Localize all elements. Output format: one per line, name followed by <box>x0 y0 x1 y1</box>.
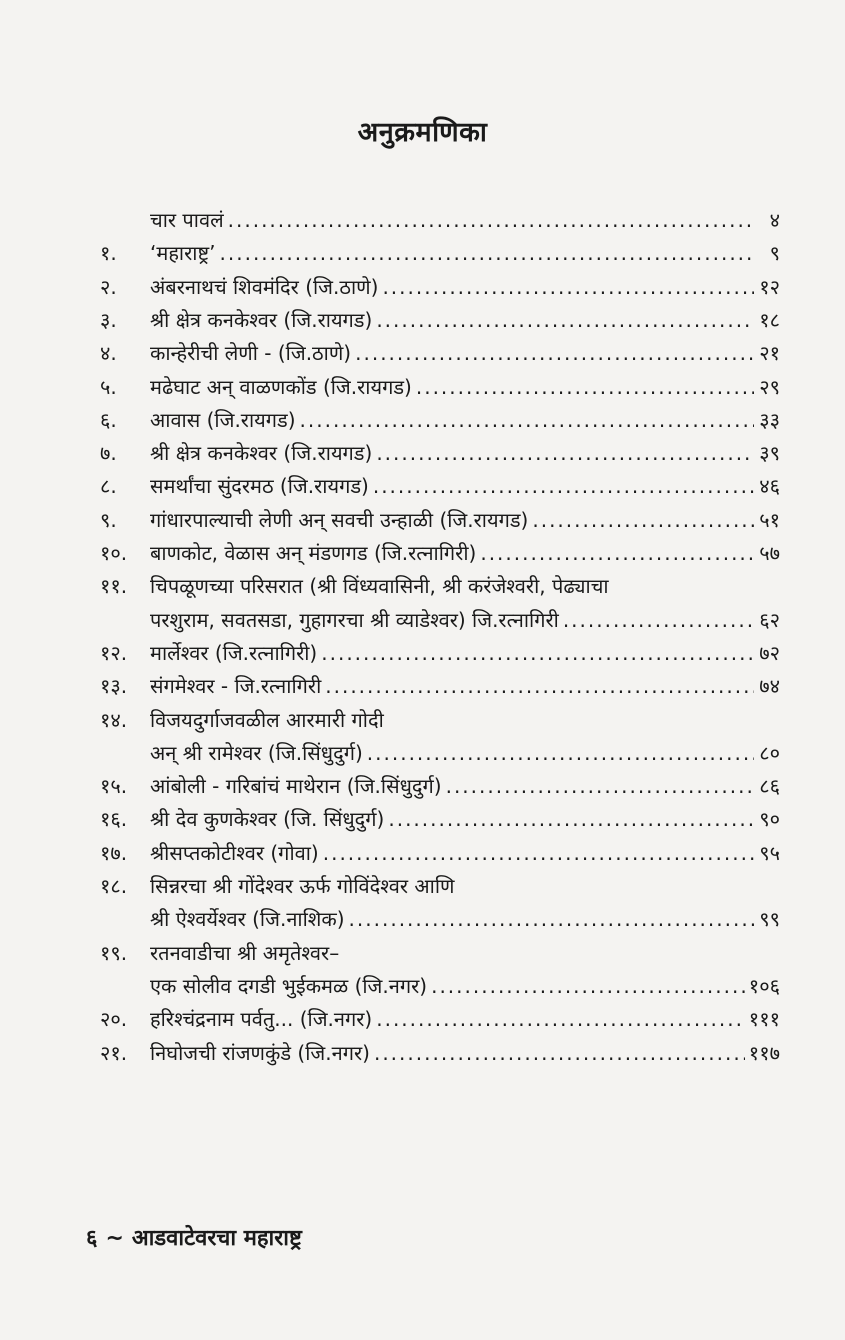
toc-dot-leader <box>355 341 754 365</box>
toc-entry-page: ८६ <box>759 774 780 799</box>
toc-entry <box>100 1007 780 1031</box>
footer-separator: ~ <box>105 1226 124 1251</box>
toc-entry-title: विजयदुर्गाजवळील आरमारी गोदी <box>150 707 384 732</box>
toc-entry-page: १११ <box>748 1007 780 1032</box>
toc-dot-leader <box>446 774 754 798</box>
toc-entry-title: श्री ऐश्वर्येश्वर (जि.नाशिक) <box>150 907 345 932</box>
toc-entry-title: सिन्नरचा श्री गोंदेश्वर ऊर्फ गोविंदेश्वर आणि <box>150 874 455 898</box>
toc-entry <box>100 841 780 865</box>
toc-entry-title: अंबरनाथचं शिवमंदिर (जि.ठाणे) <box>150 274 379 299</box>
toc-entry <box>100 275 780 299</box>
toc-dot-leader <box>563 608 754 632</box>
toc-entry <box>100 541 780 565</box>
toc-dot-leader <box>374 1041 745 1065</box>
toc-entry-number: १५. <box>100 774 128 799</box>
toc-entry <box>100 408 780 432</box>
toc-entry-number: २. <box>100 274 117 299</box>
toc-entry-title: ‘महाराष्ट्र’ <box>150 241 216 266</box>
toc-entry-title: गांधारपाल्याची लेणी अन् सवची उन्हाळी (जि.रायगड) <box>150 507 529 532</box>
toc-dot-leader <box>416 375 754 399</box>
toc-entry-number: ३. <box>100 307 117 332</box>
toc-entry <box>100 608 780 632</box>
toc-entry <box>100 1041 780 1065</box>
toc-entry-title: श्री क्षेत्र कनकेश्वर (जि.रायगड) <box>150 441 373 466</box>
toc-entry <box>100 708 780 732</box>
toc-dot-leader <box>321 641 754 665</box>
toc-entry-page: ४ <box>769 208 780 232</box>
toc-entry-number: १२. <box>100 640 128 665</box>
footer-book-title: आडवाटेवरचा महाराष्ट्र <box>131 1226 302 1251</box>
toc-entry <box>100 208 780 232</box>
toc-entry <box>100 508 780 532</box>
toc-dot-leader <box>228 208 754 232</box>
toc-entry-page: ३३ <box>759 407 780 432</box>
toc-entry-page: २९ <box>759 374 780 399</box>
toc-entry-number: ८. <box>100 474 117 499</box>
toc-entry <box>100 807 780 831</box>
toc-entry-title: आवास (जि.रायगड) <box>150 407 296 432</box>
toc-entry-title: बाणकोट, वेळास अन् मंडणगड (जि.रत्नागिरी) <box>150 541 477 565</box>
toc-entry-number: ५. <box>100 374 117 399</box>
toc-dot-leader <box>349 907 754 931</box>
toc-entry-page: ९५ <box>759 840 780 865</box>
toc-entry <box>100 674 780 698</box>
toc-dot-leader <box>325 674 754 698</box>
toc-entry-page: ११७ <box>748 1040 780 1065</box>
toc-entry-page: ७२ <box>759 640 780 665</box>
toc-entry-number: १४. <box>100 707 128 732</box>
toc-entry-number: ४. <box>100 341 117 366</box>
toc-entry-title: आंबोली - गरिबांचं माथेरान (जि.सिंधुदुर्ग) <box>150 774 442 799</box>
toc-entry-page: ३९ <box>759 441 780 466</box>
toc-entry <box>100 874 780 898</box>
toc-entry-page: १२ <box>759 274 780 299</box>
toc-entry-page: ९ <box>769 241 780 266</box>
toc-entry-title: समर्थांचा सुंदरमठ (जि.रायगड) <box>150 474 369 499</box>
toc-entry-title: चिपळूणच्या परिसरात (श्री विंध्यवासिनी, श्री करंजेश्वरी, पेढ्याचा <box>150 574 609 599</box>
toc-entry <box>100 907 780 931</box>
toc-dot-leader <box>373 474 754 498</box>
toc-entry <box>100 474 780 498</box>
toc-entry-page: १०६ <box>748 973 780 998</box>
toc-entry <box>100 574 780 598</box>
toc-entry-number: १९. <box>100 940 128 965</box>
toc-entry-number: १७. <box>100 840 128 865</box>
toc-entry-page: ५७ <box>759 541 780 565</box>
toc-entry <box>100 941 780 965</box>
toc-dot-leader <box>376 1007 745 1031</box>
toc-entry-number: १३. <box>100 674 128 699</box>
toc-entry-title: मार्लेश्वर (जि.रत्नागिरी) <box>150 640 318 665</box>
toc-entry-title: मढेघाट अन् वाळणकोंड (जि.रायगड) <box>150 374 412 399</box>
toc-entry-page: ५१ <box>759 507 780 532</box>
toc-entry-number: १०. <box>100 541 128 565</box>
toc-entry <box>100 774 780 798</box>
toc-entry-title: कान्हेरीची लेणी - (जि.ठाणे) <box>150 341 352 366</box>
toc-dot-leader <box>367 741 754 765</box>
toc-dot-leader <box>480 541 754 565</box>
toc-entry <box>100 241 780 265</box>
toc-entry-page: ८० <box>759 740 780 765</box>
toc-entry <box>100 641 780 665</box>
toc-dot-leader <box>323 841 754 865</box>
toc-entry-number: १६. <box>100 807 128 832</box>
toc-entry-page: १८ <box>759 307 780 332</box>
toc-dot-leader <box>532 508 754 532</box>
toc-dot-leader <box>382 275 754 299</box>
page-footer <box>86 1222 302 1252</box>
footer-page-number: ६ <box>86 1226 98 1251</box>
toc-entry-title: श्री देव कुणकेश्वर (जि. सिंधुदुर्ग) <box>150 807 385 832</box>
toc-entry <box>100 741 780 765</box>
toc-entry-number: ९. <box>100 507 117 532</box>
toc-entry <box>100 375 780 399</box>
toc-dot-leader <box>220 241 754 265</box>
toc-entry-title: रतनवाडीचा श्री अमृतेश्वर– <box>150 940 340 965</box>
page-title: अनुक्रमणिका <box>357 117 488 148</box>
toc-entry <box>100 441 780 465</box>
toc-entry <box>100 974 780 998</box>
toc-dot-leader <box>388 807 754 831</box>
toc-dot-leader <box>376 441 754 465</box>
toc-entry-title: चार पावलं <box>150 208 224 232</box>
toc-entry-number: ११. <box>100 574 128 599</box>
toc-entry-title: श्रीसप्तकोटीश्वर (गोवा) <box>150 840 319 865</box>
toc-entry-number: १. <box>100 241 117 266</box>
toc-entry-title: हरिश्चंद्रनाम पर्वतु... (जि.नगर) <box>150 1007 373 1032</box>
toc-entry-title: संगमेश्वर - जि.रत्नागिरी <box>150 674 322 699</box>
toc-entry-title: अन् श्री रामेश्वर (जि.सिंधुदुर्ग) <box>150 740 363 765</box>
toc-entry-page: ६२ <box>759 607 780 632</box>
toc-entry-number: २१. <box>100 1040 128 1065</box>
toc-entry-title: एक सोलीव दगडी भुईकमळ (जि.नगर) <box>150 973 428 998</box>
toc-dot-leader <box>431 974 745 998</box>
toc-dot-leader <box>376 308 754 332</box>
toc-entry-page: ९९ <box>759 907 780 932</box>
toc-entry-number: ७. <box>100 441 117 466</box>
toc-entry-page: ४६ <box>759 474 780 499</box>
toc-entry-page: ९० <box>759 807 780 832</box>
toc-entry <box>100 308 780 332</box>
toc-entry-page: ७४ <box>759 674 780 699</box>
toc-entry-title: परशुराम, सवतसडा, गुहागरचा श्री व्याडेश्वर) जि.रत्नागिरी <box>150 607 559 632</box>
toc-entry-page: २१ <box>759 341 780 366</box>
toc-entry-number: २०. <box>100 1007 128 1032</box>
toc-entry <box>100 341 780 365</box>
toc-dot-leader <box>300 408 754 432</box>
toc-entry-number: ६. <box>100 407 117 432</box>
toc-entry-title: श्री क्षेत्र कनकेश्वर (जि.रायगड) <box>150 307 373 332</box>
toc-entry-number: १८. <box>100 874 128 898</box>
toc-entry-title: निघोजची रांजणकुंडे (जि.नगर) <box>150 1040 370 1065</box>
